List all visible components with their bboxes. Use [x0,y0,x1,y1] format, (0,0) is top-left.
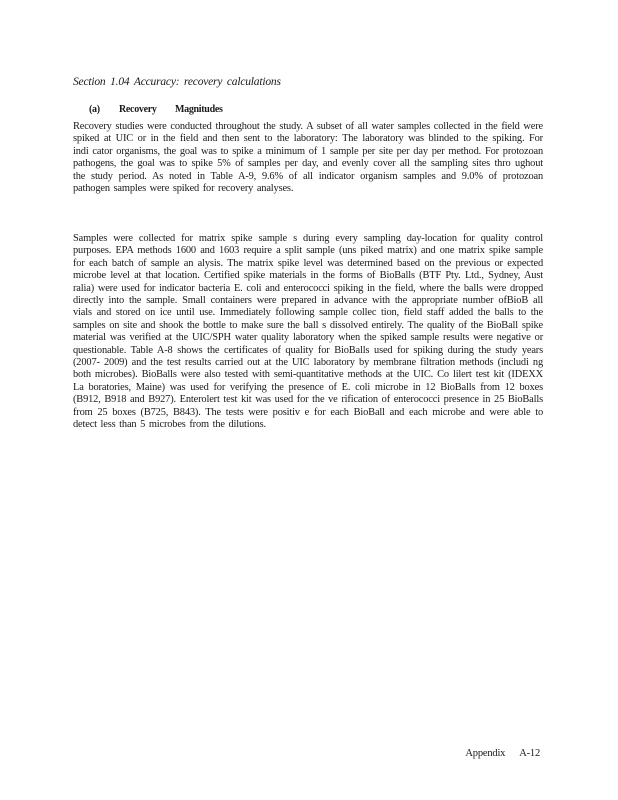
sub-heading-marker: (a) [89,104,100,115]
footer-page-number: A-12 [519,748,540,759]
sub-heading-word-magnitudes: Magnitudes [175,104,223,115]
sub-heading [89,104,223,115]
sub-heading-word-recovery: Recovery [119,104,157,115]
paragraph-recovery-studies: Recovery studies were conducted throughout the study. A subset of all water samples collected in the field were spiked at UIC or in the field and then sent to the laboratory: The laboratory was blinded to the spiking. For indi cator organisms, the goal was to spike a minimum of 1 sample per site per day per method. For protozoan pathogens, the goal was to spike 5% of samples per day, and evenly cover all the sampling sites thro ughout the study period. As noted in Table A-9, 9.6% of all indicator organism samples and 9.0% of protozoan pathogen samples were spiked for recovery analyses. [73,121,543,195]
page-footer [465,748,540,759]
paragraph-matrix-spike: Samples were collected for matrix spike sample s during every sampling day-location for quality control purposes. EPA methods 1600 and 1603 require a split sample (uns piked matrix) and one matrix spike sample for each batch of sample an alysis. The matrix spike level was determined based on the previous or expected microbe level at that location. Certified spike materials in the forms of BioBalls (BTF Pty. Ltd., Sydney, Aust ralia) were used for indicator bacteria E. coli and enterococci spiking in the field, where the balls were dropped directly into the sample. Small containers were prepared in advance with the appropriate number ofBioB all vials and stored on ice until use. Immediately following sample collec tion, field staff added the balls to the samples on site and shook the bottle to make sure the ball s dissolved entirely. The quality of the BioBall spike material was verified at the UIC/SPH water quality laboratory when the spiked sample results were negative or questionable. Table A-8 shows the certificates of quality for BioBalls used for spiking during the study years (2007- 2009) and the test results carried out at the UIC laboratory by membrane filtration methods (includi ng both microbes). BioBalls were also tested with semi-quantitative methods at the UIC. Co lilert test kit (IDEXX La boratories, Maine) was used for verifying the presence of E. coli microbe in 12 BioBalls from 12 boxes (B912, B918 and B927). Enterolert test kit was used for the ve rification of enterococci presence in 25 BioBalls from 25 boxes (B725, B843). The tests were positiv e for each BioBall and each microbe and were able to detect less than 5 microbes from the dilutions. [73,233,543,431]
section-heading: Section 1.04 Accuracy: recovery calculations [73,76,281,88]
footer-appendix-label: Appendix [465,748,506,759]
